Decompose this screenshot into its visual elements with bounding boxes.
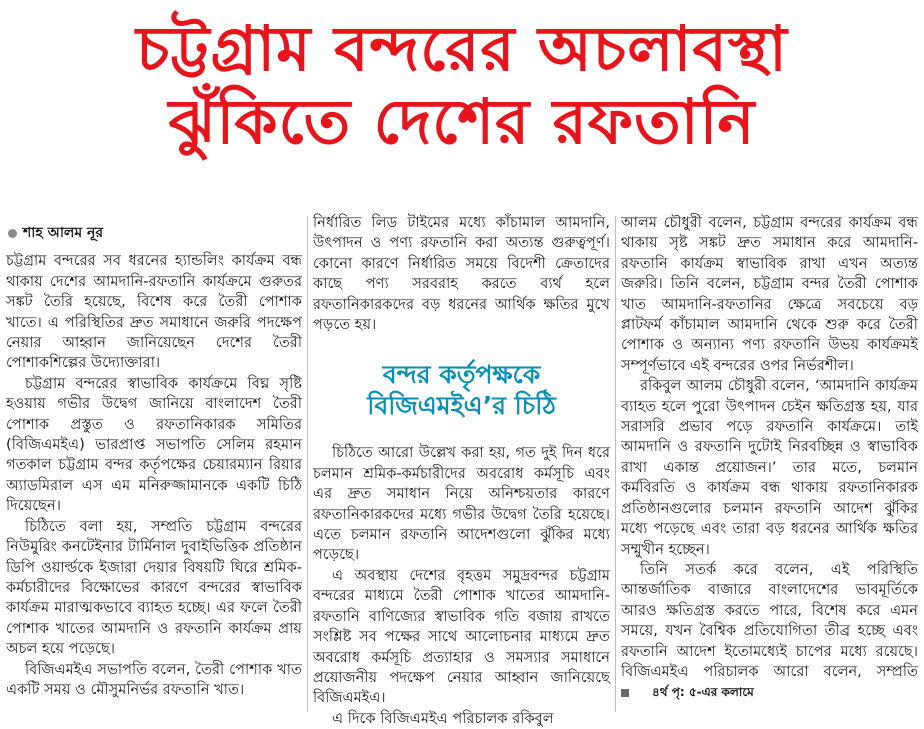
- paragraph: নির্ধারিত লিড টাইমের মধ্যে কাঁচামাল আমদানি, উৎপাদন ও পণ্য রফতানি করা অত্যন্ত গুরুত্বপূর্ণ। কোনো কারণে নির্ধারিত সময়ে বিদেশী ক্রেতাদের কাছে পণ্য সরবরাহ করতে ব্যর্থ হলে রফতানিকারকদের বড় ধরনের আর্থিক ক্ষতির মুখে পড়তে হয়।: [313, 214, 610, 334]
- column-divider: [615, 216, 616, 712]
- continued-note: [621, 682, 754, 702]
- article-column-2: [313, 213, 610, 727]
- paragraph-text: তিনি সতর্ক করে বলেন, এই পরিস্থিতি আন্তর্জাতিক বাজারে বাংলাদেশের ভাবমূর্তিকে আরও ক্ষতিগ্রস্ত করতে পারে, বিশেষ করে এমন সময়ে, যখন বৈশ্বিক প্রতিযোগিতা তীব্র হচ্ছে এবং রফতানি আদেশ ইতোমধ্যেই চাপের মধ্যে রয়েছে। বিজিএমইএ পরিচালক আরো বলেন, সম্প্রতি: [621, 560, 918, 680]
- headline-line-1: চট্টগ্রাম বন্দরের অচলাবস্থা: [136, 12, 788, 85]
- paragraph: বিজিএমইএ সভাপতি বলেন, তৈরী পোশাক খাত একটি সময় ও মৌসুমনির্ভর রফতানি খাত।: [6, 660, 302, 698]
- paragraph: এ অবস্থায় দেশের বৃহত্তম সমুদ্রবন্দর চট্টগ্রাম বন্দরের মাধ্যমে তৈরী পোশাক খাতের আমদানি-রফতানি বাণিজ্যের স্বাভাবিক গতি বজায় রাখতে সংশ্লিষ্ট সব পক্ষের সাথে আলোচনার মাধ্যমে দ্রুত অবরোধ কর্মসূচি প্রত্যাহার ও সমস্যার সমাধানে প্রয়োজনীয় পদক্ষেপ নেয়ার আহ্বান জানিয়েছে বিজিএমইএ।: [313, 566, 610, 707]
- article-column-1: [6, 213, 302, 718]
- continued-label: ৪র্থ পৃ: ৫-এর কলামে: [651, 685, 754, 700]
- headline: [0, 12, 924, 158]
- paragraph: আলম চৌধুরী বলেন, চট্টগ্রাম বন্দরের কার্যক্রম বন্ধ থাকায় সৃষ্ট সঙ্কট দ্রুত সমাধান করে আমদানি-রফতানি কার্যক্রম স্বাভাবিক রাখা এখন অত্যন্ত জরুরি। তিনি বলেন, চট্টগ্রাম বন্দর তৈরী পোশাক খাত আমদানি-রফতানির ক্ষেত্রে সবচেয়ে বড় প্লাটফর্ম কাঁচামাল আমদানি থেকে শুরু করে তৈরী পোশাক ও অন্যান্য পণ্য রফতানি উভয় কার্যক্রমই সম্পূর্ণভাবে এই বন্দরের ওপর নির্ভরশীল।: [621, 214, 918, 374]
- column-divider: [307, 216, 308, 712]
- paragraph: এ দিকে বিজিএমইএ পরিচালক রকিবুল: [331, 709, 554, 727]
- subheading: বন্দর কর্তৃপক্ষকে বিজিএমইএ’র চিঠি: [367, 360, 556, 421]
- bullet-icon: [8, 229, 17, 238]
- article-column-3: [621, 213, 918, 718]
- paragraph: [621, 560, 918, 703]
- paragraph: চিঠিতে আরো উল্লেখ করা হয়, গত দুই দিন ধরে চলমান শ্রমিক-কর্মচারীদের অবরোধ কর্মসূচি এবং এর দ্রুত সমাধান নিয়ে অনিশ্চয়তার কারণে রফতানিকারকদের মধ্যে গভীর উদ্বেগ তৈরি হয়েছে। এতে চলমান রফতানি আদেশগুলো ঝুঁকির মধ্যে পড়েছে।: [313, 444, 610, 564]
- byline-author: শাহ আলম নূর: [23, 225, 104, 241]
- square-icon: [621, 689, 629, 697]
- paragraph: চিঠিতে বলা হয়, সম্প্রতি চট্টগ্রাম বন্দরের নিউমুরিং কনটেইনার টার্মিনাল দুবাইভিত্তিক প্রতিষ্ঠান ডিপি ওয়ার্ল্ডকে ইজারা দেয়ার বিষয়টি ঘিরে শ্রমিক-কর্মচারীদের বিক্ষোভের কারণে বন্দরের স্বাভাবিক কার্যক্রম মারাত্মকভাবে ব্যাহত হচ্ছে। এর ফলে তৈরী পোশাক খাতের আমদানি ও রফতানি কার্যক্রম প্রায় অচল হয়ে পড়েছে।: [6, 517, 302, 658]
- byline: [8, 223, 302, 243]
- paragraph: চট্টগ্রাম বন্দরের সব ধরনের হ্যান্ডলিং কার্যক্রম বন্ধ থাকায় দেশের আমদানি-রফতানি কার্যক্রমে গুরুতর সঙ্কট তৈরি হয়েছে, বিশেষ করে তৈরী পোশাক খাতে। এ পরিস্থিতির দ্রুত সমাধানে জরুরি পদক্ষেপ নেয়ার আহ্বান জানিয়েছেন দেশের তৈরী পোশাকশিল্পের উদ্যোক্তারা।: [6, 252, 302, 372]
- paragraph: রকিবুল আলম চৌধুরী বলেন, ‘আমদানি কার্যক্রম ব্যাহত হলে পুরো উৎপাদন চেইন ক্ষতিগ্রস্ত হয়, যার সরাসরি প্রভাব পড়ে রফতানি কার্যক্রমে। তাই আমদানি ও রফতানি দুটোই নিরবচ্ছিন্ন ও স্বাভাবিক রাখা একান্ত প্রয়োজন।’ তার মতে, চলমান কর্মবিরতি ও কার্যক্রম বন্ধ থাকায় রফতানিকারক প্রতিষ্ঠানগুলোর চলমান রফতানি আদেশ ঝুঁকির মধ্যে পড়েছে এবং তারা বড় ধরনের আর্থিক ক্ষতির সম্মুখীন হচ্ছেন।: [621, 377, 918, 558]
- paragraph: চট্টগ্রাম বন্দরের স্বাভাবিক কার্যক্রমে বিঘ্ন সৃষ্টি হওয়ায় গভীর উদ্বেগ জানিয়ে বাংলাদেশ তৈরী পোশাক প্রস্তুত ও রফতানিকারক সমিতির (বিজিএমইএ) ভারপ্রাপ্ত সভাপতি সেলিম রহমান গতকাল চট্টগ্রাম বন্দর কর্তৃপক্ষের চেয়ারম্যান রিয়ার অ্যাডমিরাল এস এম মনিরুজ্জামানকে একটি চিঠি দিয়েছেন।: [6, 374, 302, 515]
- headline-line-2: ঝুঁকিতে দেশের রফতানি: [168, 85, 756, 159]
